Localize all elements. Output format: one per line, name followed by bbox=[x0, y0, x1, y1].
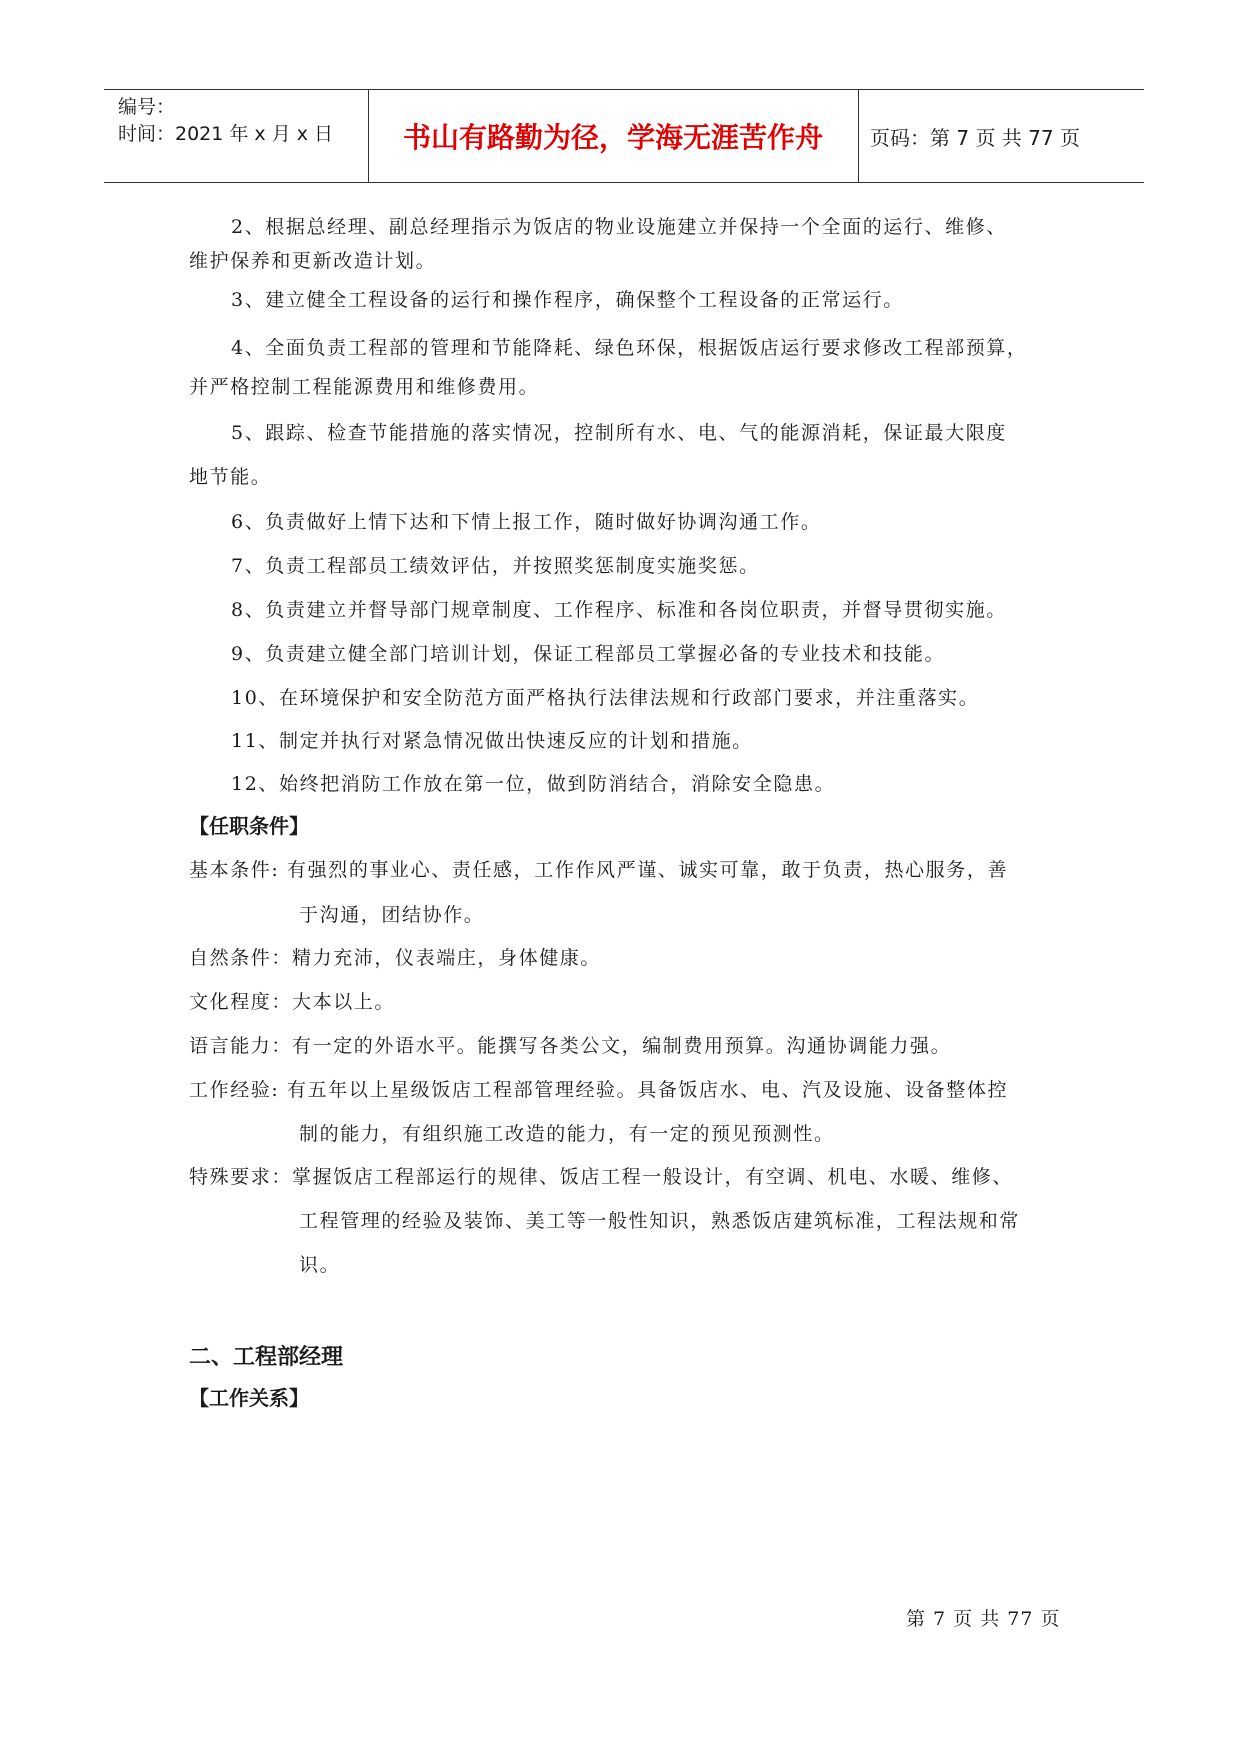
time-label: 时间：2021 年 x 月 x 日 bbox=[118, 123, 334, 145]
qualification-line: 于沟通，团结协作。 bbox=[299, 904, 485, 926]
header-page-code: 页码：第 7 页 共 77 页 bbox=[870, 125, 1080, 150]
qualification-line: 文化程度：大本以上。 bbox=[189, 991, 396, 1013]
work-relations-heading: 【工作关系】 bbox=[189, 1386, 309, 1410]
duty-line: 9、负责建立健全部门培训计划，保证工程部员工掌握必备的专业技术和技能。 bbox=[231, 643, 946, 665]
duty-line: 12、始终把消防工作放在第一位，做到防消结合，消除安全隐患。 bbox=[231, 773, 836, 795]
duty-line: 8、负责建立并督导部门规章制度、工作程序、标准和各岗位职责，并督导贯彻实施。 bbox=[231, 599, 1007, 621]
duty-line: 地节能。 bbox=[189, 466, 272, 488]
duty-line: 6、负责做好上情下达和下情上报工作，随时做好协调沟通工作。 bbox=[231, 511, 822, 533]
duty-line: 维护保养和更新改造计划。 bbox=[189, 250, 437, 272]
qualification-line: 语言能力：有一定的外语水平。能撰写各类公文，编制费用预算。沟通协调能力强。 bbox=[189, 1035, 952, 1057]
duty-line: 并严格控制工程能源费用和维修费用。 bbox=[189, 376, 540, 398]
qualification-line: 特殊要求：掌握饭店工程部运行的规律、饭店工程一般设计，有空调、机电、水暖、维修、 bbox=[189, 1166, 1014, 1188]
section-title: 二、工程部经理 bbox=[189, 1345, 344, 1370]
document-header bbox=[104, 89, 1144, 183]
duty-line: 2、根据总经理、副总经理指示为饭店的物业设施建立并保持一个全面的运行、维修、 bbox=[231, 216, 1007, 238]
duty-line: 7、负责工程部员工绩效评估，并按照奖惩制度实施奖惩。 bbox=[231, 555, 760, 577]
duty-line: 4、全面负责工程部的管理和节能降耗、绿色环保，根据饭店运行要求修改工程部预算， bbox=[231, 337, 1028, 359]
header-motto: 书山有路勤为径，学海无涯苦作舟 bbox=[402, 121, 823, 154]
qualification-line: 自然条件：精力充沛，仪表端庄，身体健康。 bbox=[189, 947, 602, 969]
qualification-line: 工程管理的经验及装饰、美工等一般性知识，熟悉饭店建筑标准，工程法规和常 bbox=[299, 1210, 1021, 1232]
duty-line: 11、制定并执行对紧急情况做出快速反应的计划和措施。 bbox=[231, 730, 753, 752]
qualifications-heading: 【任职条件】 bbox=[189, 814, 309, 838]
duty-line: 3、建立健全工程设备的运行和操作程序，确保整个工程设备的正常运行。 bbox=[231, 289, 904, 311]
serial-label: 编号： bbox=[118, 96, 176, 118]
header-divider bbox=[858, 90, 859, 182]
duty-line: 10、在环境保护和安全防范方面严格执行法律法规和行政部门要求，并注重落实。 bbox=[231, 687, 980, 709]
qualification-line: 基本条件: 有强烈的事业心、责任感，工作作风严谨、诚实可靠，敢于负责，热心服务，善 bbox=[189, 859, 1009, 881]
qualification-line: 制的能力，有组织施工改造的能力，有一定的预见预测性。 bbox=[299, 1123, 835, 1145]
qualification-line: 识。 bbox=[299, 1254, 341, 1276]
duty-line: 5、跟踪、检查节能措施的落实情况，控制所有水、电、气的能源消耗，保证最大限度 bbox=[231, 422, 1007, 444]
qualification-line: 工作经验: 有五年以上星级饭店工程部管理经验。具备饭店水、电、汽及设施、设备整体控 bbox=[189, 1079, 1009, 1101]
header-meta bbox=[118, 94, 333, 148]
page-footer: 第 7 页 共 77 页 bbox=[906, 1608, 1061, 1630]
